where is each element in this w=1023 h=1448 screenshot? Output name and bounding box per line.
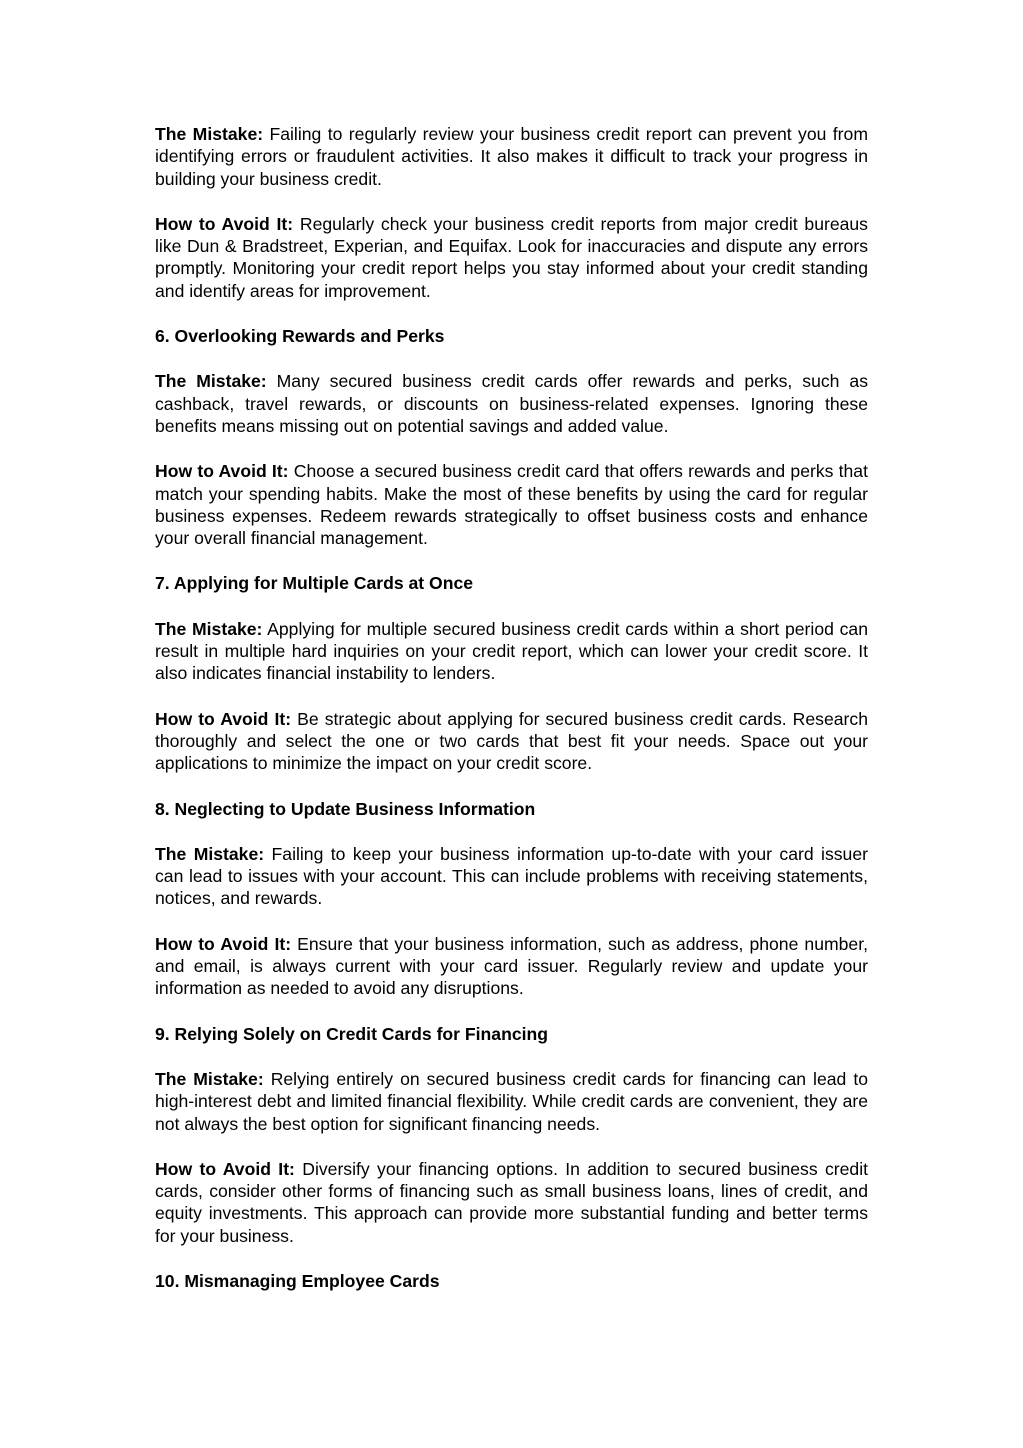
paragraph-mistake-7 bbox=[155, 618, 868, 685]
paragraph-avoid-5 bbox=[155, 213, 868, 302]
paragraph-lead: The Mistake: bbox=[155, 124, 264, 144]
paragraph-text: Ensure that your business information, such as address, phone number, and email, is always current with your card issuer. Regularly review and update your information as needed to avoid any disruptions. bbox=[155, 933, 868, 999]
paragraph-mistake-6 bbox=[155, 370, 868, 437]
paragraph-mistake-8 bbox=[155, 843, 868, 910]
section-heading-9: 9. Relying Solely on Credit Cards for Financing bbox=[155, 1023, 548, 1044]
paragraph-lead: How to Avoid It: bbox=[155, 461, 289, 482]
paragraph-lead: How to Avoid It: bbox=[155, 213, 294, 234]
paragraph-text: Failing to regularly review your business credit report can prevent you from identifying errors or fraudulent activities. It also makes it difficult to track your progress in building your business credit. bbox=[155, 124, 868, 189]
paragraph-lead: The Mistake: bbox=[155, 1068, 264, 1089]
paragraph-text: Relying entirely on secured business credit cards for financing can lead to high-interest debt and limited financial flexibility. While credit cards are convenient, they are not always the best option for significant financing needs. bbox=[155, 1068, 868, 1134]
paragraph-mistake-9 bbox=[155, 1068, 868, 1135]
paragraph-avoid-8 bbox=[155, 933, 868, 1000]
section-heading-6: 6. Overlooking Rewards and Perks bbox=[155, 326, 445, 347]
paragraph-lead: The Mistake: bbox=[155, 371, 267, 392]
paragraph-avoid-6 bbox=[155, 460, 868, 549]
section-heading-7: 7. Applying for Multiple Cards at Once bbox=[155, 573, 474, 594]
section-heading-8: 8. Neglecting to Update Business Information bbox=[155, 798, 536, 819]
paragraph-lead: How to Avoid It: bbox=[155, 1158, 295, 1179]
document-page bbox=[155, 123, 868, 1315]
paragraph-text: Be strategic about applying for secured business credit cards. Research thoroughly and select the one or two cards that best fit your needs. Space out your applications to minimize the impact on your credit score. bbox=[155, 708, 868, 774]
paragraph-text: Regularly check your business credit reports from major credit bureaus like Dun & Bradstreet, Experian, and Equifax. Look for inaccuracies and dispute any errors promptly. Monitoring your credit report helps you stay informed about your credit standing and identify areas for improvement. bbox=[155, 213, 868, 301]
paragraph-lead: The Mistake: bbox=[155, 843, 265, 864]
section-heading-10: 10. Mismanaging Employee Cards bbox=[155, 1270, 440, 1291]
paragraph-text: Diversify your financing options. In addition to secured business credit cards, consider other forms of financing such as small business loans, lines of credit, and equity investments. This approach can provide more substantial funding and better terms for your business. bbox=[155, 1158, 868, 1246]
paragraph-mistake-5 bbox=[155, 123, 868, 190]
paragraph-lead: The Mistake: bbox=[155, 618, 263, 639]
paragraph-lead: How to Avoid It: bbox=[155, 933, 292, 954]
paragraph-text: Many secured business credit cards offer rewards and perks, such as cashback, travel rewards, or discounts on business-related expenses. Ignoring these benefits means missing out on potential savings and added value. bbox=[155, 371, 868, 436]
paragraph-text: Choose a secured business credit card that offers rewards and perks that match your spending habits. Make the most of these benefits by using the card for regular business expenses. Redeem rewards strategically to offset business costs and enhance your overall financial management. bbox=[155, 461, 868, 549]
paragraph-avoid-9 bbox=[155, 1158, 868, 1247]
paragraph-avoid-7 bbox=[155, 708, 868, 775]
paragraph-text: Applying for multiple secured business credit cards within a short period can result in multiple hard inquiries on your credit report, which can lower your credit score. It also indicates financial instability to lenders. bbox=[155, 618, 868, 684]
paragraph-text: Failing to keep your business information up-to-date with your card issuer can lead to issues with your account. This can include problems with receiving statements, notices, and rewards. bbox=[155, 843, 868, 909]
paragraph-lead: How to Avoid It: bbox=[155, 708, 292, 729]
